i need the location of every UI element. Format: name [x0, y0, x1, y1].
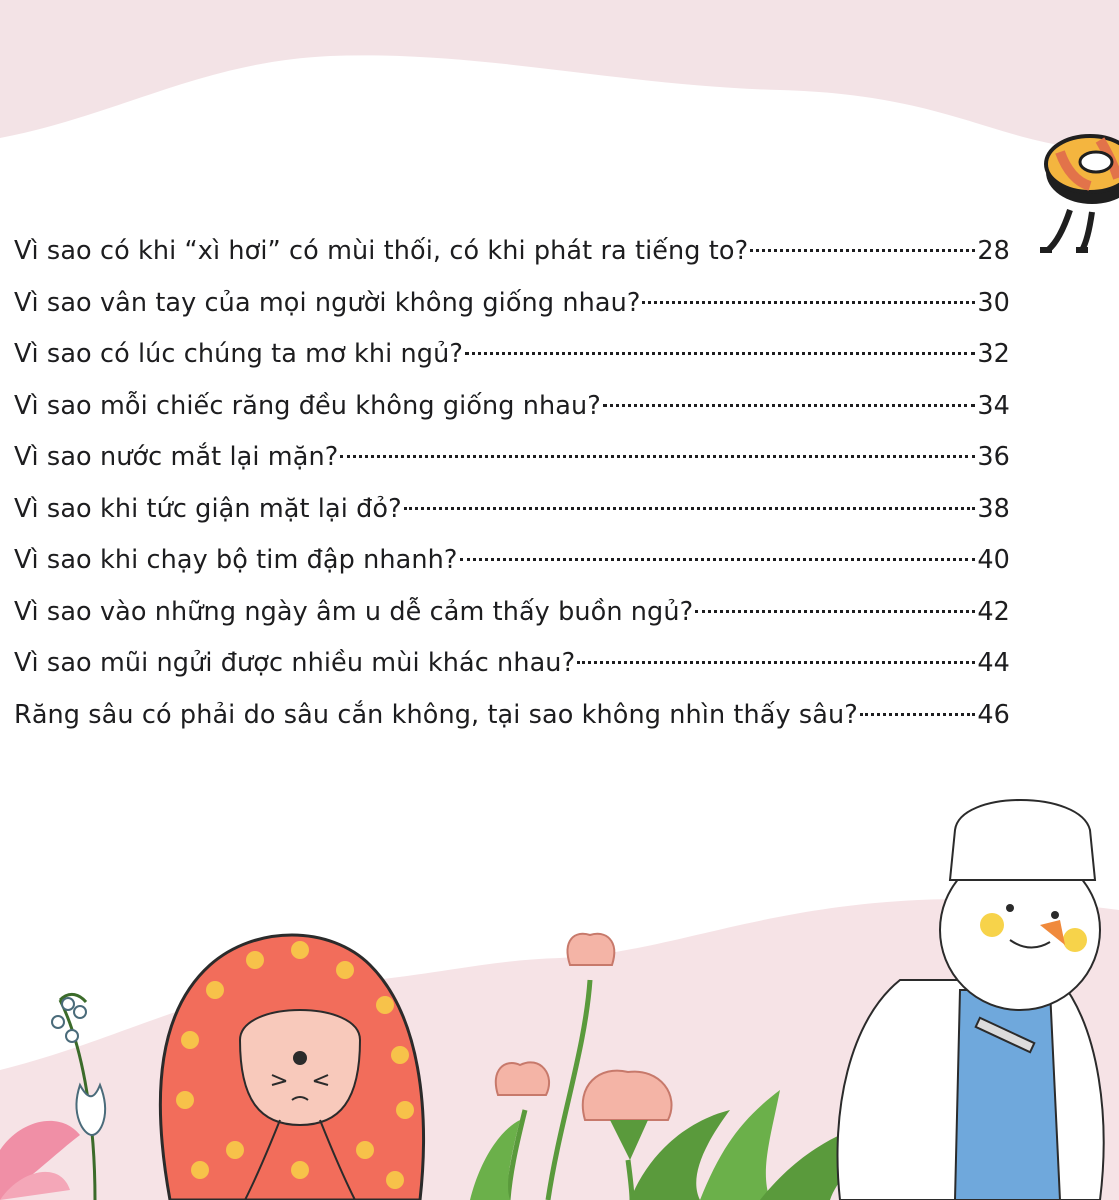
toc-entry-page: 30 [977, 287, 1010, 318]
toc-entry-title: Vì sao khi chạy bộ tim đập nhanh? [14, 545, 458, 575]
toc-entry-page: 32 [977, 339, 1010, 369]
toc-entry-page: 34 [977, 390, 1010, 421]
toc-dot-leader [642, 301, 975, 304]
toc-entry[interactable] [14, 638, 1010, 690]
toc-dot-leader [695, 610, 975, 613]
toc-entry-title: Răng sâu có phải do sâu cắn không, tại sao không nhìn thấy sâu? [14, 699, 858, 730]
toc-entry-title: Vì sao mũi ngửi được nhiều mùi khác nhau? [14, 648, 576, 678]
toc-entry[interactable] [14, 535, 1010, 587]
toc-entry-title: Vì sao khi tức giận mặt lại đỏ? [14, 493, 402, 524]
toc-dot-leader [465, 352, 975, 355]
toc-entry-title: Vì sao vào những ngày âm u dễ cảm thấy buồn ngủ? [14, 596, 694, 627]
toc-entry-page: 28 [977, 236, 1010, 266]
toc-entry[interactable] [14, 690, 1010, 742]
toc-entry-title: Vì sao mỗi chiếc răng đều không giống nhau? [14, 390, 601, 421]
toc-entry-page: 42 [977, 596, 1010, 627]
toc-dot-leader [460, 558, 976, 561]
toc-entry-page: 38 [977, 493, 1010, 524]
toc-entry-title: Vì sao có lúc chúng ta mơ khi ngủ? [14, 339, 463, 369]
toc-dot-leader [750, 249, 975, 252]
toc-entry-title: Vì sao vân tay của mọi người không giống nhau? [14, 287, 641, 318]
toc-entry-page: 36 [977, 442, 1010, 472]
toc-entry[interactable] [14, 329, 1010, 381]
blanket-creature-illustration [160, 935, 423, 1200]
toc-dot-leader [603, 404, 975, 407]
toc-entry[interactable] [14, 484, 1010, 536]
toc-dot-leader [577, 661, 975, 664]
toc-entry[interactable] [14, 226, 1010, 278]
top-decor-band [0, 0, 1119, 200]
toc-entry[interactable] [14, 381, 1010, 433]
toc-entry[interactable] [14, 278, 1010, 330]
toc-dot-leader [860, 713, 975, 716]
toc-dot-leader [404, 507, 976, 510]
table-of-contents [14, 226, 1010, 741]
corner-ring-illustration [1030, 100, 1119, 280]
bottom-illustration-scene [0, 790, 1119, 1200]
toc-entry-page: 44 [977, 648, 1010, 678]
toc-dot-leader [340, 455, 975, 458]
toc-entry[interactable] [14, 587, 1010, 639]
toc-entry-page: 46 [977, 699, 1010, 730]
toc-entry-title: Vì sao nước mắt lại mặn? [14, 442, 339, 472]
toc-entry[interactable] [14, 432, 1010, 484]
toc-entry-page: 40 [977, 545, 1010, 575]
toc-entry-title: Vì sao có khi “xì hơi” có mùi thối, có khi phát ra tiếng to? [14, 236, 749, 266]
